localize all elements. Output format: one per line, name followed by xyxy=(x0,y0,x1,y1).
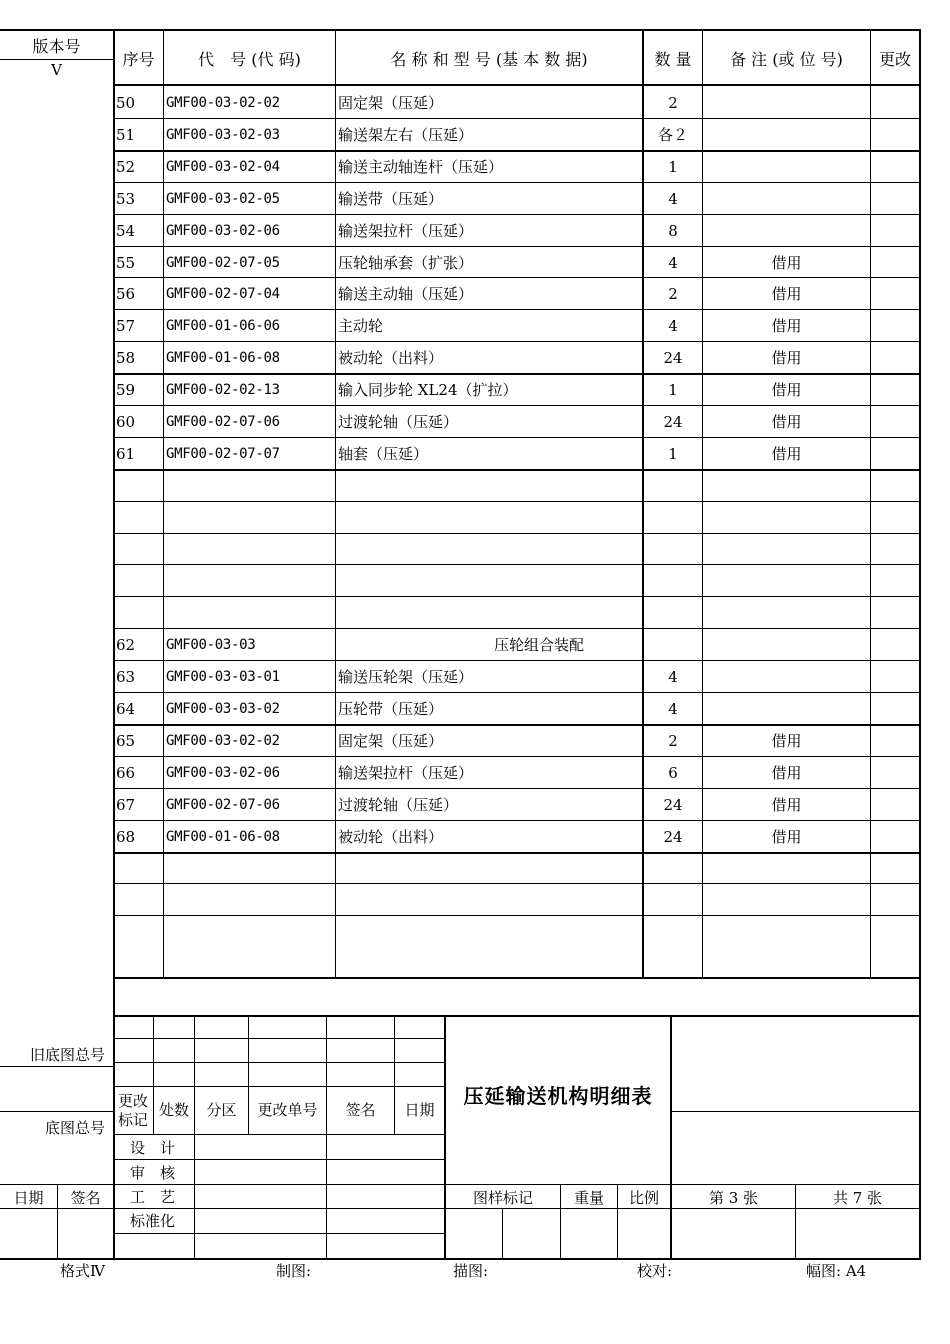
footer-drawn: 制图: xyxy=(276,1262,312,1280)
col-header-qty: 数 量 xyxy=(654,50,692,69)
cell-name: 输送架左右（压延） xyxy=(338,125,474,144)
cell-name: 压轮带（压延） xyxy=(338,700,444,719)
row-rule xyxy=(113,660,921,661)
drawing-mark-label: 图样标记 xyxy=(472,1189,533,1207)
cell-name: 输送主动轴连杆（压延） xyxy=(338,157,504,176)
cell-code: GMF00-03-02-02 xyxy=(166,95,280,111)
cell-code: GMF00-03-02-04 xyxy=(166,158,280,175)
chg-col-4 xyxy=(326,1015,327,1258)
cell-remark: 借用 xyxy=(771,732,802,750)
sign-row-3 xyxy=(113,1208,445,1209)
col-line-seq xyxy=(163,29,164,977)
cell-remark: 借用 xyxy=(771,349,802,368)
title-block-top xyxy=(113,1015,921,1017)
col-line-code xyxy=(335,29,336,977)
mark-row-top xyxy=(445,1184,920,1185)
row-rule xyxy=(113,692,921,693)
cell-code: GMF00-03-02-06 xyxy=(166,764,280,781)
cell-code: GMF00-03-03-01 xyxy=(166,669,280,686)
cell-qty: 24 xyxy=(663,795,683,814)
chg-row-3 xyxy=(113,1086,445,1087)
row-rule xyxy=(113,373,921,375)
row-rule xyxy=(113,756,921,757)
version-rule xyxy=(0,59,113,60)
header-bottom-rule xyxy=(113,84,921,86)
cell-seq: 53 xyxy=(116,189,136,208)
row-rule xyxy=(113,277,921,278)
row-rule xyxy=(113,405,921,406)
cell-name: 过渡轮轴（压延） xyxy=(338,413,459,431)
mark-sub-1 xyxy=(502,1208,503,1259)
sheet-total: 共 7 张 xyxy=(832,1189,883,1207)
cell-seq: 61 xyxy=(116,444,136,463)
cell-qty: 1 xyxy=(668,444,678,463)
tb-left-rule-2 xyxy=(0,1111,113,1112)
mark-row-bottom xyxy=(445,1208,920,1209)
col-header-change: 更改 xyxy=(878,50,911,69)
change-mark-label-1: 更改 xyxy=(118,1092,149,1110)
zone-label: 分区 xyxy=(206,1101,237,1119)
footer-size: 幅图: A4 xyxy=(806,1262,867,1280)
cell-seq: 55 xyxy=(116,253,136,272)
cell-seq: 54 xyxy=(116,221,136,240)
row-rule xyxy=(113,883,921,884)
cell-qty: 2 xyxy=(668,285,678,304)
version-value: V xyxy=(51,61,62,79)
cell-seq: 67 xyxy=(116,795,136,814)
cell-seq: 51 xyxy=(116,125,136,144)
cell-name: 压轮轴承套（扩张） xyxy=(338,253,474,272)
sign-row-4 xyxy=(113,1233,445,1234)
cell-seq: 64 xyxy=(116,700,136,719)
cell-qty: 8 xyxy=(668,221,678,240)
cell-seq: 66 xyxy=(116,763,136,782)
sheet-number: 第 3 张 xyxy=(708,1189,759,1207)
cell-remark: 借用 xyxy=(771,317,802,336)
cell-remark: 借用 xyxy=(771,795,802,814)
date-label: 日期 xyxy=(13,1189,44,1207)
cell-remark: 借用 xyxy=(771,413,802,431)
cell-code: GMF00-03-03 xyxy=(166,637,256,654)
row-rule xyxy=(113,246,921,247)
sign-col-1 xyxy=(194,1134,195,1258)
cell-qty: 24 xyxy=(663,413,683,431)
cell-code: GMF00-03-02-03 xyxy=(166,126,280,143)
cell-qty: 24 xyxy=(663,827,683,846)
row-rule xyxy=(113,915,921,916)
footer-format: 格式Ⅳ xyxy=(60,1262,105,1280)
tb-main-split xyxy=(444,1015,446,1260)
tb-right-rule xyxy=(671,1111,920,1112)
cell-seq: 58 xyxy=(116,349,136,368)
cell-seq: 59 xyxy=(116,381,136,400)
frame-bottom xyxy=(0,1258,921,1260)
cell-remark: 借用 xyxy=(771,381,802,400)
cell-remark: 借用 xyxy=(771,827,802,846)
cell-seq: 63 xyxy=(116,668,136,687)
cell-name: 输送架拉杆（压延） xyxy=(338,763,474,782)
tb-right-split xyxy=(670,1015,672,1260)
cell-code: GMF00-01-06-08 xyxy=(166,828,280,845)
row-rule xyxy=(113,596,921,597)
cell-name: 输入同步轮 XL24（扩拉） xyxy=(338,381,518,400)
cell-name: 固定架（压延） xyxy=(338,94,444,112)
doc-title: 压延输送机构明细表 xyxy=(463,1084,653,1108)
row-rule xyxy=(113,214,921,215)
version-label: 版本号 xyxy=(32,37,81,56)
sign-row-0 xyxy=(113,1134,445,1135)
cell-seq: 56 xyxy=(116,285,136,304)
row-rule xyxy=(113,501,921,502)
scale-label: 比例 xyxy=(628,1189,659,1207)
col-header-code: 代 号 (代 码) xyxy=(198,50,301,69)
cell-name: 过渡轮轴（压延） xyxy=(338,795,459,814)
row-rule xyxy=(113,309,921,310)
old-base-total-label: 旧底图总号 xyxy=(30,1046,106,1064)
cell-seq: 68 xyxy=(116,827,136,846)
base-total-label: 底图总号 xyxy=(45,1119,106,1137)
tb-left-rule-1 xyxy=(0,1066,113,1067)
signature-label: 签名 xyxy=(70,1189,101,1207)
change-mark-label-2: 标记 xyxy=(118,1111,149,1129)
row-rule xyxy=(113,437,921,438)
cell-qty: 2 xyxy=(668,732,678,750)
cell-name: 被动轮（出料） xyxy=(338,349,444,368)
cell-seq: 50 xyxy=(116,94,136,112)
place-count-label: 处数 xyxy=(158,1101,189,1119)
cell-seq: 57 xyxy=(116,317,136,336)
cell-qty: 4 xyxy=(668,317,678,336)
cell-qty: 1 xyxy=(668,157,678,176)
cell-name: 输送压轮架（压延） xyxy=(338,668,474,687)
footer-traced: 描图: xyxy=(453,1262,489,1280)
cell-qty: 1 xyxy=(668,381,678,400)
row-rule xyxy=(113,182,921,183)
col-line-remark xyxy=(870,29,871,977)
cell-seq: 62 xyxy=(116,636,136,655)
col-header-seq: 序号 xyxy=(122,50,155,69)
cell-seq: 60 xyxy=(116,413,136,431)
row-rule xyxy=(113,118,921,119)
cell-code: GMF00-03-02-02 xyxy=(166,733,280,749)
row-rule xyxy=(113,852,921,854)
footer-checked: 校对: xyxy=(637,1262,673,1280)
col-header-remark: 备 注 (或 位 号) xyxy=(730,50,843,69)
chg-row-2 xyxy=(113,1062,445,1063)
cell-name: 输送带（压延） xyxy=(338,189,444,208)
cell-name: 固定架（压延） xyxy=(338,732,444,750)
cell-code: GMF00-03-02-05 xyxy=(166,190,280,207)
cell-qty: 4 xyxy=(668,700,678,719)
cell-code: GMF00-02-07-06 xyxy=(166,414,280,430)
cell-qty: 4 xyxy=(668,189,678,208)
cell-qty: 4 xyxy=(668,668,678,687)
cell-name: 输送主动轴（压延） xyxy=(338,285,474,304)
review-label: 审 核 xyxy=(130,1164,176,1182)
standard-label: 标准化 xyxy=(130,1212,176,1230)
cell-remark: 借用 xyxy=(771,763,802,782)
cell-remark: 借用 xyxy=(771,444,802,463)
row-rule xyxy=(113,150,921,152)
row-rule xyxy=(113,469,921,471)
frame-top xyxy=(0,29,921,31)
cell-qty: 各２ xyxy=(657,125,688,144)
cell-qty: 4 xyxy=(668,253,678,272)
cell-qty: 24 xyxy=(663,349,683,368)
process-label: 工 艺 xyxy=(130,1188,176,1206)
cell-code: GMF00-02-07-05 xyxy=(166,254,280,271)
cell-code: GMF00-02-07-04 xyxy=(166,286,280,303)
design-label: 设 计 xyxy=(130,1139,176,1157)
cell-code: GMF00-01-06-08 xyxy=(166,350,280,367)
cell-code: GMF00-01-06-06 xyxy=(166,318,280,335)
sign-row-2 xyxy=(113,1184,445,1185)
row-rule xyxy=(113,788,921,789)
col-header-name: 名 称 和 型 号 (基 本 数 据) xyxy=(390,50,588,69)
cell-code: GMF00-03-03-02 xyxy=(166,701,280,718)
cell-code: GMF00-03-02-06 xyxy=(166,222,280,239)
table-bottom-rule xyxy=(113,977,921,979)
row-rule xyxy=(113,533,921,534)
date2-label: 日期 xyxy=(404,1101,435,1119)
cell-seq: 52 xyxy=(116,157,136,176)
cell-name: 被动轮（出料） xyxy=(338,827,444,846)
cell-name: 主动轮 xyxy=(338,317,384,336)
cell-name: 轴套（压延） xyxy=(338,444,429,463)
cell-qty: 6 xyxy=(668,763,678,782)
cell-remark: 借用 xyxy=(771,285,802,304)
row-rule xyxy=(113,820,921,821)
cell-code: GMF00-02-07-06 xyxy=(166,796,280,813)
row-rule xyxy=(113,628,921,629)
cell-remark: 借用 xyxy=(771,253,802,272)
cell-seq: 65 xyxy=(116,732,136,750)
cell-assembly-name: 压轮组合装配 xyxy=(493,636,584,655)
cell-code: GMF00-02-02-13 xyxy=(166,382,280,399)
cell-code: GMF00-02-07-07 xyxy=(166,445,280,462)
sign-label: 签名 xyxy=(345,1101,376,1119)
chg-row-1 xyxy=(113,1038,445,1039)
cell-name: 输送架拉杆（压延） xyxy=(338,221,474,240)
cell-qty: 2 xyxy=(668,94,678,112)
row-rule xyxy=(113,564,921,565)
row-rule xyxy=(113,724,921,726)
sign-row-1 xyxy=(113,1159,445,1160)
weight-label: 重量 xyxy=(573,1189,604,1207)
change-order-label: 更改单号 xyxy=(257,1101,318,1119)
row-rule xyxy=(113,341,921,342)
